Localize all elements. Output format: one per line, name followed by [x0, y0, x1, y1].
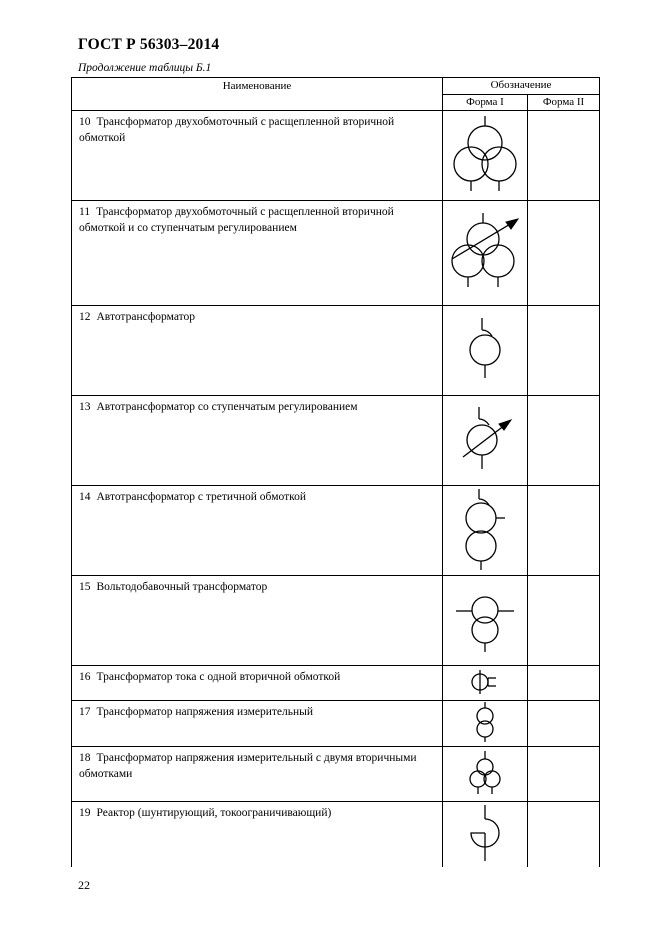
stepped-autotransformer-icon — [453, 403, 517, 475]
row-number: 17 — [79, 706, 91, 718]
form2-cell — [528, 396, 600, 486]
row-number: 10 — [79, 116, 91, 128]
row-name-cell — [72, 201, 443, 306]
row-text: Реактор (шунтирующий, токоограничивающий) — [96, 807, 332, 819]
table-row — [72, 201, 600, 306]
symbol-cell — [443, 576, 528, 666]
form2-cell — [528, 666, 600, 701]
document-title: ГОСТ Р 56303–2014 — [78, 36, 220, 53]
row-number: 11 — [79, 206, 91, 218]
column-header-name: Наименование — [72, 78, 443, 111]
split-winding-stepped-transformer-icon — [448, 209, 522, 295]
column-header-designation: Обозначение — [443, 78, 600, 95]
table-row — [72, 747, 600, 802]
row-text: Вольтодобавочный трансформатор — [96, 581, 268, 593]
table-row — [72, 576, 600, 666]
form2-cell — [528, 802, 600, 867]
row-name-cell — [72, 802, 443, 867]
table-row — [72, 666, 600, 701]
row-text: Трансформатор двухобмоточный с расщепленной вторичной обмоткой и со ступенчатым регулированием — [79, 206, 394, 234]
form2-cell — [528, 701, 600, 747]
current-transformer-icon — [470, 668, 500, 696]
row-number: 14 — [79, 491, 91, 503]
symbols-table — [71, 77, 600, 867]
symbol-cell — [443, 306, 528, 396]
split-winding-transformer-icon — [452, 114, 518, 194]
row-text: Трансформатор двухобмоточный с расщепленной вторичной обмоткой — [79, 116, 395, 144]
table-row — [72, 306, 600, 396]
row-number: 15 — [79, 581, 91, 593]
row-name-cell — [72, 486, 443, 576]
row-number: 12 — [79, 311, 91, 323]
form2-cell — [528, 306, 600, 396]
symbol-cell — [443, 201, 528, 306]
table-row — [72, 701, 600, 747]
voltage-transformer-icon — [472, 701, 498, 743]
row-name-cell — [72, 747, 443, 802]
column-header-form1: Форма I — [443, 94, 528, 111]
row-text: Автотрансформатор с третичной обмоткой — [96, 491, 307, 503]
table-caption: Продолжение таблицы Б.1 — [78, 62, 212, 74]
row-text: Трансформатор напряжения измерительный — [96, 706, 314, 718]
table-row — [72, 486, 600, 576]
symbol-cell — [443, 111, 528, 201]
form2-cell — [528, 576, 600, 666]
symbol-cell — [443, 701, 528, 747]
row-name-cell — [72, 576, 443, 666]
row-name-cell — [72, 701, 443, 747]
form2-cell — [528, 201, 600, 306]
column-header-form2: Форма II — [528, 94, 600, 111]
row-text: Автотрансформатор со ступенчатым регулированием — [96, 401, 358, 413]
autotransformer-icon — [462, 314, 508, 384]
symbol-cell — [443, 747, 528, 802]
row-number: 19 — [79, 807, 91, 819]
row-number: 16 — [79, 671, 91, 683]
symbol-cell — [443, 802, 528, 867]
table-row — [72, 396, 600, 486]
row-name-cell — [72, 306, 443, 396]
form2-cell — [528, 111, 600, 201]
table-row — [72, 802, 600, 867]
reactor-icon — [465, 803, 505, 863]
row-number: 13 — [79, 401, 91, 413]
row-name-cell — [72, 666, 443, 701]
form2-cell — [528, 486, 600, 576]
row-text: Трансформатор напряжения измерительный с двумя вторичными обмотками — [79, 752, 417, 780]
symbol-cell — [443, 666, 528, 701]
row-name-cell — [72, 396, 443, 486]
autotransformer-tertiary-icon — [457, 486, 513, 572]
booster-transformer-icon — [452, 584, 518, 654]
symbol-cell — [443, 486, 528, 576]
form2-cell — [528, 747, 600, 802]
row-text: Трансформатор тока с одной вторичной обмоткой — [96, 671, 341, 683]
row-text: Автотрансформатор — [96, 311, 195, 323]
row-number: 18 — [79, 752, 91, 764]
symbol-cell — [443, 396, 528, 486]
page-number: 22 — [78, 878, 90, 892]
voltage-transformer-two-secondary-icon — [465, 750, 505, 796]
row-name-cell — [72, 111, 443, 201]
table-row — [72, 111, 600, 201]
